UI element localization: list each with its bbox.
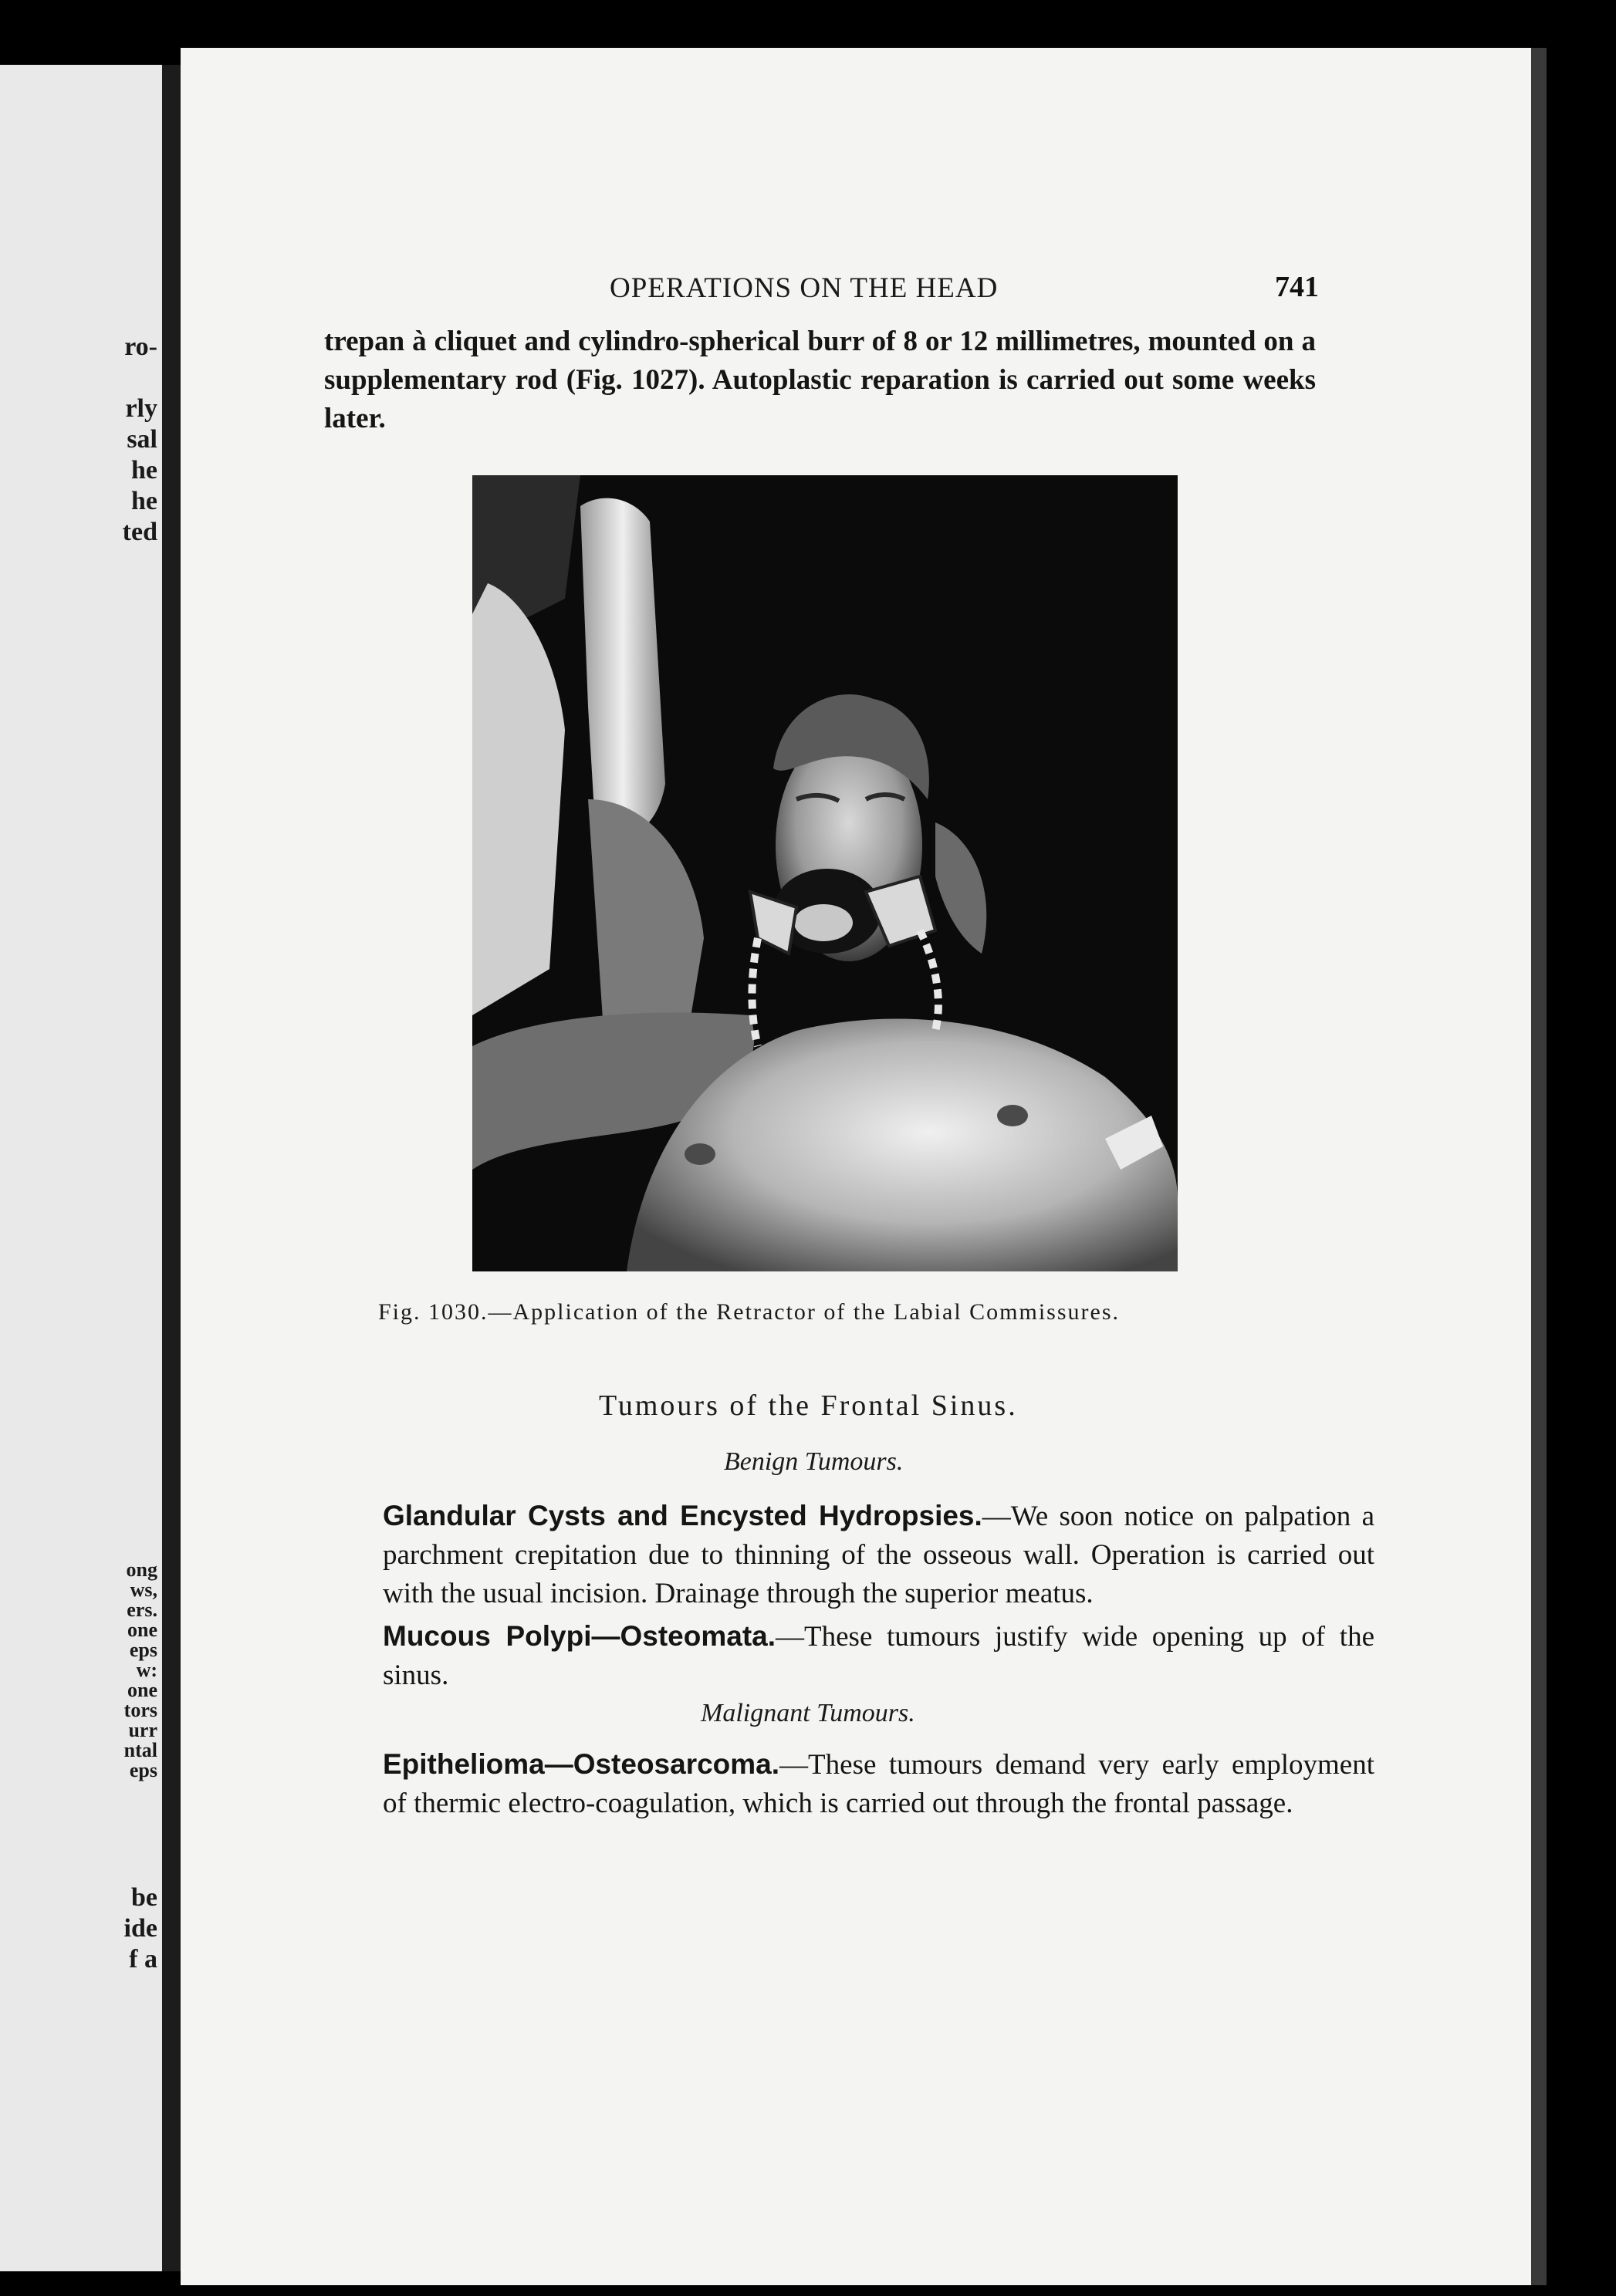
paragraph-text: —These tumours demand very early employment of thermic electro-coagulation, which is carried out through the frontal passage. (383, 1749, 1374, 1819)
page-edge (1531, 48, 1547, 2285)
paragraph-lead: Glandular Cysts and Encysted Hydropsies. (383, 1500, 982, 1531)
section-title: Tumours of the Frontal Sinus. (599, 1389, 1018, 1422)
top-paragraph: trepan à cliquet and cylindro-spherical burr of 8 or 12 millimetres, mounted on a supplementary rod (Fig. 1027). Autoplastic reparation is carried out some weeks later. (324, 326, 1316, 434)
facing-page-text-bottom: be ide f a (123, 1883, 157, 1974)
paragraph-text: —We soon notice on palpation a parchment crepitation due to thinning of the osseous wall. Operation is carried out with the usual incision. Drainage through the superior meatus. (383, 1501, 1374, 1609)
glandular-cysts-paragraph (340, 1497, 1374, 1613)
running-head: OPERATIONS ON THE HEAD (610, 272, 999, 304)
benign-tumours-heading: Benign Tumours. (724, 1447, 904, 1476)
epithelioma-paragraph (340, 1745, 1374, 1823)
figure-caption: Fig. 1030.—Application of the Retractor of the Labial Commissures. (378, 1299, 1121, 1325)
facing-page-text-middle: ong ws, ers. one eps w: one tors urr ntal eps (123, 1558, 157, 1781)
facing-page (0, 65, 162, 2271)
paragraph-lead: Epithelioma—Osteosarcoma. (383, 1748, 780, 1780)
paragraph-lead: Mucous Polypi—Osteomata. (383, 1620, 776, 1652)
mucous-polypi-paragraph (340, 1617, 1374, 1695)
book-gutter (162, 65, 181, 2271)
malignant-tumours-heading: Malignant Tumours. (701, 1699, 915, 1727)
paragraph-text: —These tumours justify wide opening up of the sinus. (383, 1621, 1374, 1691)
facing-page-text-top: ro- rly sal he he ted (122, 333, 157, 546)
photo-illustration (472, 475, 1178, 1271)
surgical-photograph (472, 475, 1178, 1271)
page-number: 741 (1275, 271, 1319, 303)
